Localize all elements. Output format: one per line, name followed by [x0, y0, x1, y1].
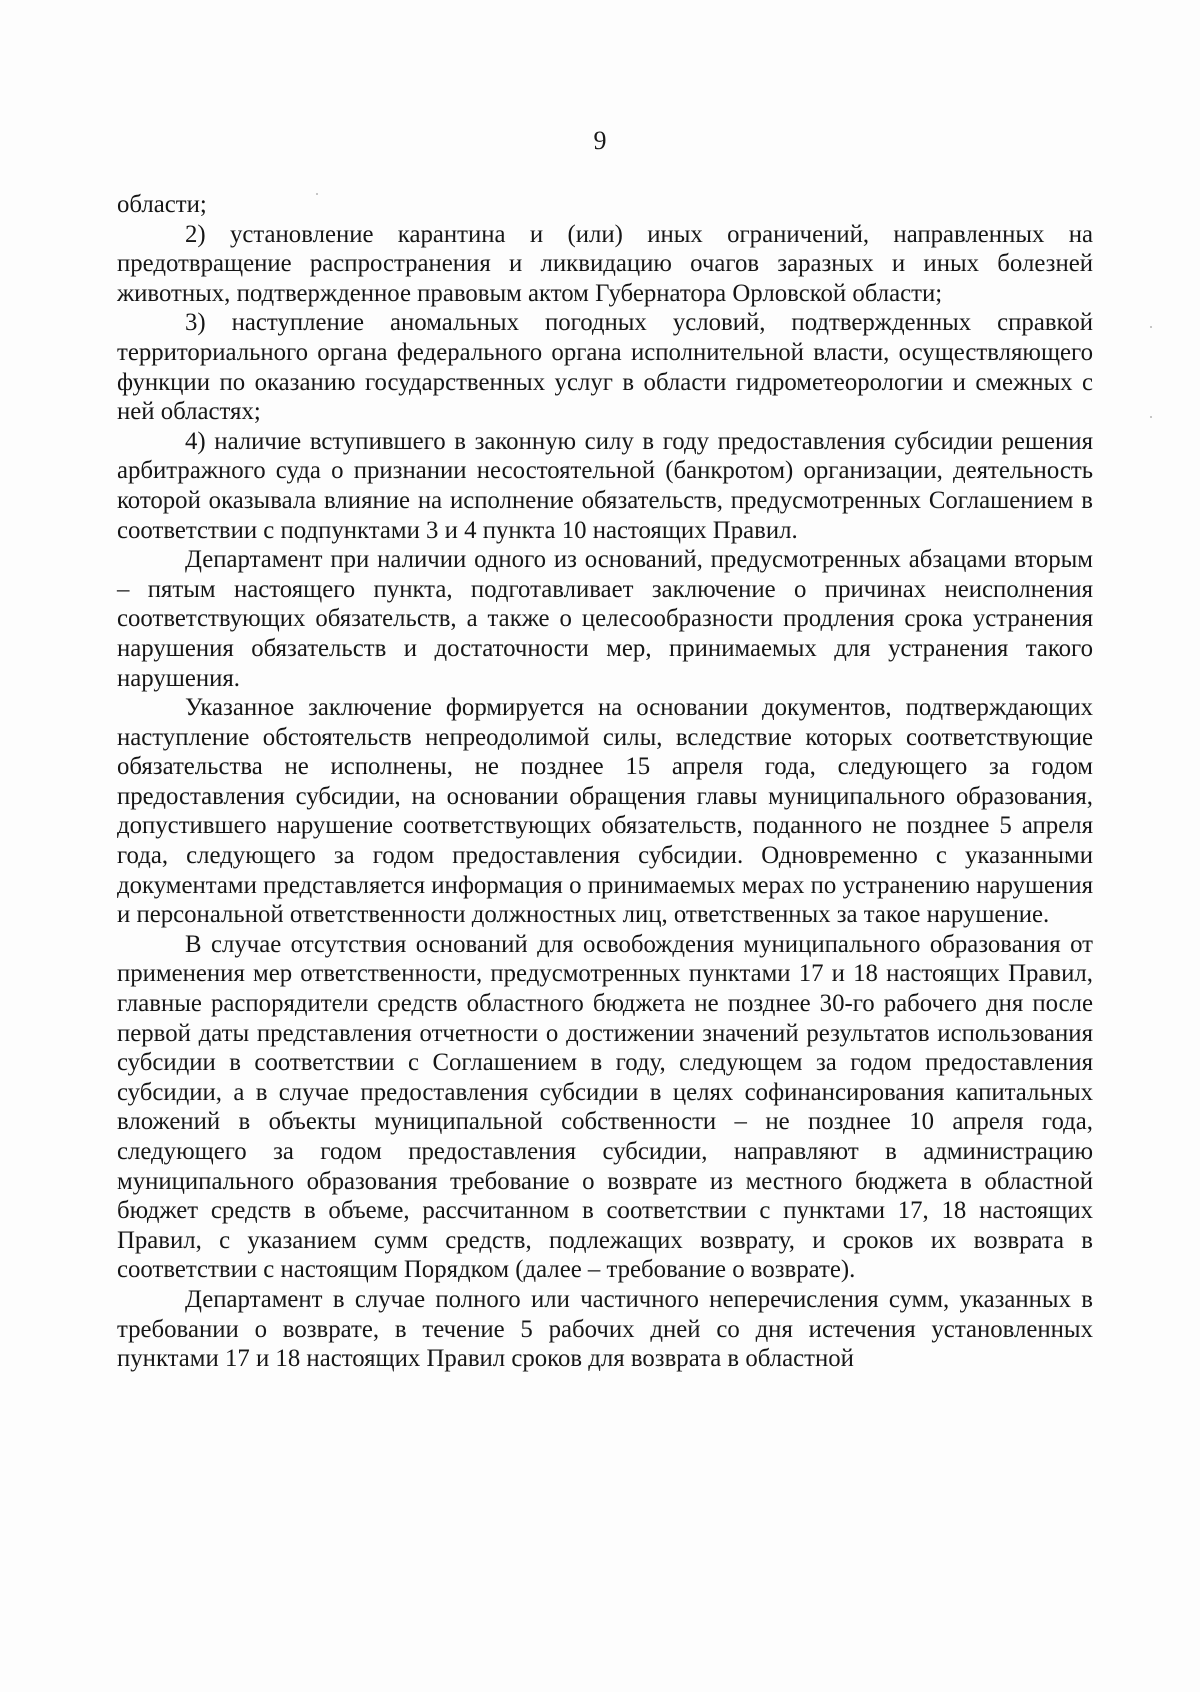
scan-speck [1150, 326, 1152, 328]
paragraph-item-3: 3) наступление аномальных погодных условий, подтвержденных справкой территориального органа федерального органа исполнительной власти, осуществляющего функции по оказанию государственных услуг в области гидрометеорологии и смежных с ней областях; [117, 309, 1093, 426]
scan-speck [316, 193, 318, 195]
paragraph-continuation: области; [117, 191, 207, 218]
paragraph-department-conclusion: Департамент при наличии одного из оснований, предусмотренных абзацами вторым – пятым настоящего пункта, подготавливает заключение о причинах неисполнения соответствующих обязательств, а также о целесообразности продления срока устранения нарушения обязательств и достаточности мер, принимаемых для устранения такого нарушения. [117, 546, 1093, 692]
document-body [117, 190, 1093, 1374]
scan-speck [1150, 416, 1152, 418]
page-number: 9 [593, 126, 607, 155]
paragraph-non-transfer: Департамент в случае полного или частичного неперечисления сумм, указанных в требовании о возврате, в течение 5 рабочих дней со дня истечения установленных пунктами 17 и 18 настоящих Правил сроков для возврата в областной [117, 1285, 1093, 1373]
paragraph-item-2: 2) установление карантина и (или) иных ограничений, направленных на предотвращение распространения и ликвидацию очагов заразных и иных болезней животных, подтвержденное правовым актом Губернатора Орловской области; [117, 220, 1093, 307]
paragraph-return-requirement: В случае отсутствия оснований для освобождения муниципального образования от применения мер ответственности, предусмотренных пунктами 17 и 18 настоящих Правил, главные распорядители средств областного бюджета не позднее 30-го рабочего дня после первой даты представления отчетности о достижении значений результатов использования субсидии в соответствии с Соглашением в году, следующем за годом предоставления субсидии, а в случае предоставления субсидии в целях софинансирования капитальных вложений в объекты муниципальной собственности – не позднее 10 апреля года, следующего за годом предоставления субсидии, направляют в администрацию муниципального образования требование о возврате из местного бюджета в областной бюджет средств в объеме, рассчитанном в соответствии с пунктами 17, 18 настоящих Правил, с указанием сумм средств, подлежащих возврату, и сроков их возврата в соответствии с настоящим Порядком (далее – требование о возврате). [117, 930, 1093, 1284]
paragraph-conclusion-basis: Указанное заключение формируется на основании документов, подтверждающих наступление обстоятельств непреодолимой силы, вследствие которых соответствующие обязательства не исполнены, не позднее 15 апреля года, следующего за годом предоставления субсидии, на основании обращения главы муниципального образования, допустившего нарушение соответствующих обязательств, поданного не позднее 5 апреля года, следующего за годом предоставления субсидии. Одновременно с указанными документами представляется информация о принимаемых мерах по устранению нарушения и персональной ответственности должностных лиц, ответственных за такое нарушение. [117, 694, 1093, 929]
paragraph-item-4: 4) наличие вступившего в законную силу в году предоставления субсидии решения арбитражного суда о признании несостоятельной (банкротом) организации, деятельность которой оказывала влияние на исполнение обязательств, предусмотренных Соглашением в соответствии с подпунктами 3 и 4 пункта 10 настоящих Правил. [117, 427, 1093, 544]
